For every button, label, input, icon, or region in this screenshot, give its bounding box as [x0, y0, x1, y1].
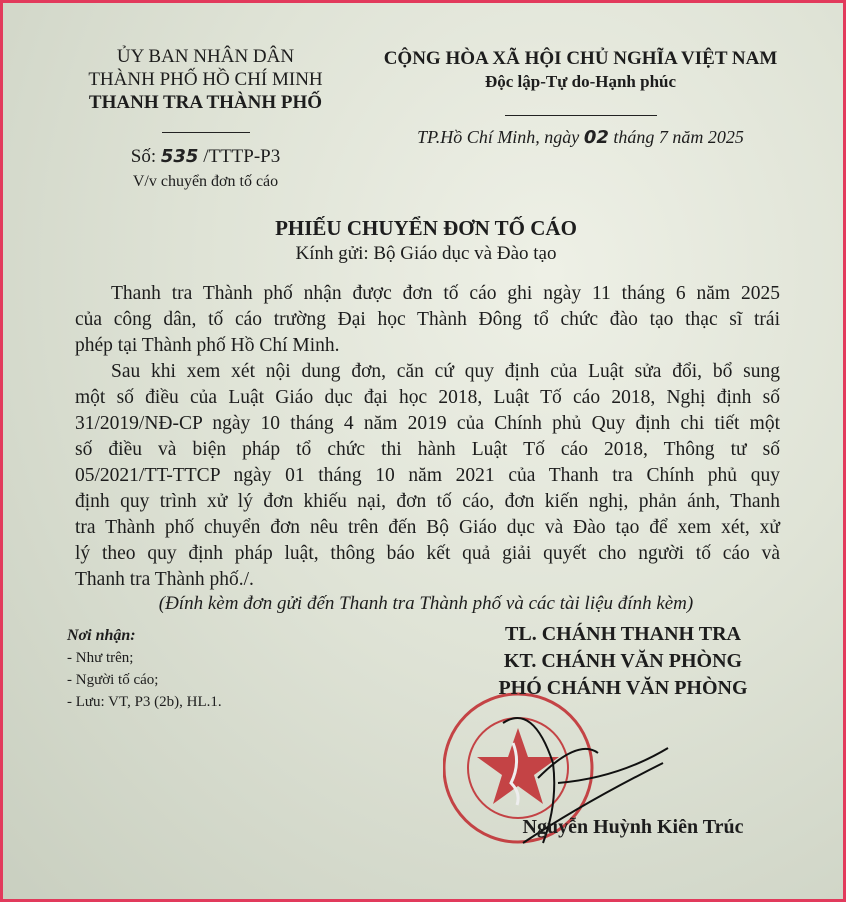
date-suffix: tháng 7 năm 2025 [613, 127, 744, 147]
agency-line-1: ỦY BAN NHÂN DÂN [116, 46, 295, 67]
date-prefix: TP.Hồ Chí Minh, ngày [417, 127, 580, 147]
body-line: Thanh tra Thành phố./. [75, 569, 254, 590]
body-line: số điều và biện pháp tổ chức thi hành Luật Tố cáo 2018, Thông tư số [75, 439, 780, 460]
signature-title-3: PHÓ CHÁNH VĂN PHÒNG [498, 677, 748, 699]
recipients-heading: Nơi nhận: [67, 627, 136, 644]
handwritten-day: 02 [583, 127, 609, 148]
divider [505, 115, 657, 116]
document-number [63, 145, 348, 168]
number-prefix: Số: [130, 146, 157, 167]
recipient-item: - Người tố cáo; [67, 672, 159, 688]
divider [162, 132, 250, 133]
recipients-list [67, 625, 222, 713]
national-header [358, 47, 803, 149]
body-line: định quy trình xử lý đơn khiếu nại, đơn tố cáo, đơn kiến nghị, phản ánh, Thanh [75, 491, 780, 512]
body-line: 05/2021/TT-TTCP ngày 01 tháng 10 năm 2021 của Thanh tra Chính phủ quy [75, 465, 780, 486]
agency-line-3: THANH TRA THÀNH PHỐ [88, 92, 323, 113]
body-line: phép tại Thành phố Hồ Chí Minh. [75, 335, 340, 356]
body-line: của công dân, tố cáo trường Đại học Thành Đông tổ chức đào tạo thạc sĩ trái [75, 309, 780, 330]
agency-line-2: THÀNH PHỐ HỒ CHÍ MINH [88, 69, 323, 90]
body-line: Sau khi xem xét nội dung đơn, căn cứ quy định của Luật sửa đổi, bổ sung [111, 361, 780, 382]
body-line: Thanh tra Thành phố nhận được đơn tố cáo ghi ngày 11 tháng 6 năm 2025 [111, 283, 780, 304]
document-body [75, 281, 780, 593]
body-line: lý theo quy định pháp luật, thông báo kết quả giải quyết cho người tố cáo và [75, 543, 780, 564]
body-line: 31/2019/NĐ-CP ngày 10 tháng 4 năm 2019 của Chính phủ Quy định chi tiết một [75, 413, 780, 434]
signer-name: Nguyễn Huỳnh Kiên Trúc [522, 816, 744, 838]
handwritten-number: 535 [160, 146, 199, 167]
issuing-agency-header [63, 45, 348, 193]
number-suffix: /TTTP-P3 [203, 146, 281, 167]
subject-line: V/v chuyển đơn tố cáo [132, 173, 279, 190]
national-title: CỘNG HÒA XÃ HỘI CHỦ NGHĨA VIỆT NAM [383, 48, 778, 69]
recipient-line: Kính gửi: Bộ Giáo dục và Đào tạo [295, 243, 557, 264]
recipient-item: - Như trên; [67, 650, 134, 666]
signature-title-1: TL. CHÁNH THANH TRA [505, 623, 741, 645]
attachment-note: (Đính kèm đơn gửi đến Thanh tra Thành phố và các tài liệu đính kèm) [158, 593, 694, 614]
signature-block [418, 621, 828, 702]
national-motto: Độc lập-Tự do-Hạnh phúc [484, 72, 677, 91]
document-title: PHIẾU CHUYỂN ĐƠN TỐ CÁO [275, 216, 577, 240]
recipient-item: - Lưu: VT, P3 (2b), HL.1. [67, 694, 222, 710]
date-line [358, 126, 803, 149]
body-line: tra Thành phố chuyển đơn nêu trên đến Bộ Giáo dục và Đào tạo để xem xét, xử [75, 517, 780, 538]
signature-title-2: KT. CHÁNH VĂN PHÒNG [503, 650, 743, 672]
body-line: một số điều của Luật Giáo dục đại học 2018, Luật Tố cáo 2018, Nghị định số [75, 387, 780, 408]
